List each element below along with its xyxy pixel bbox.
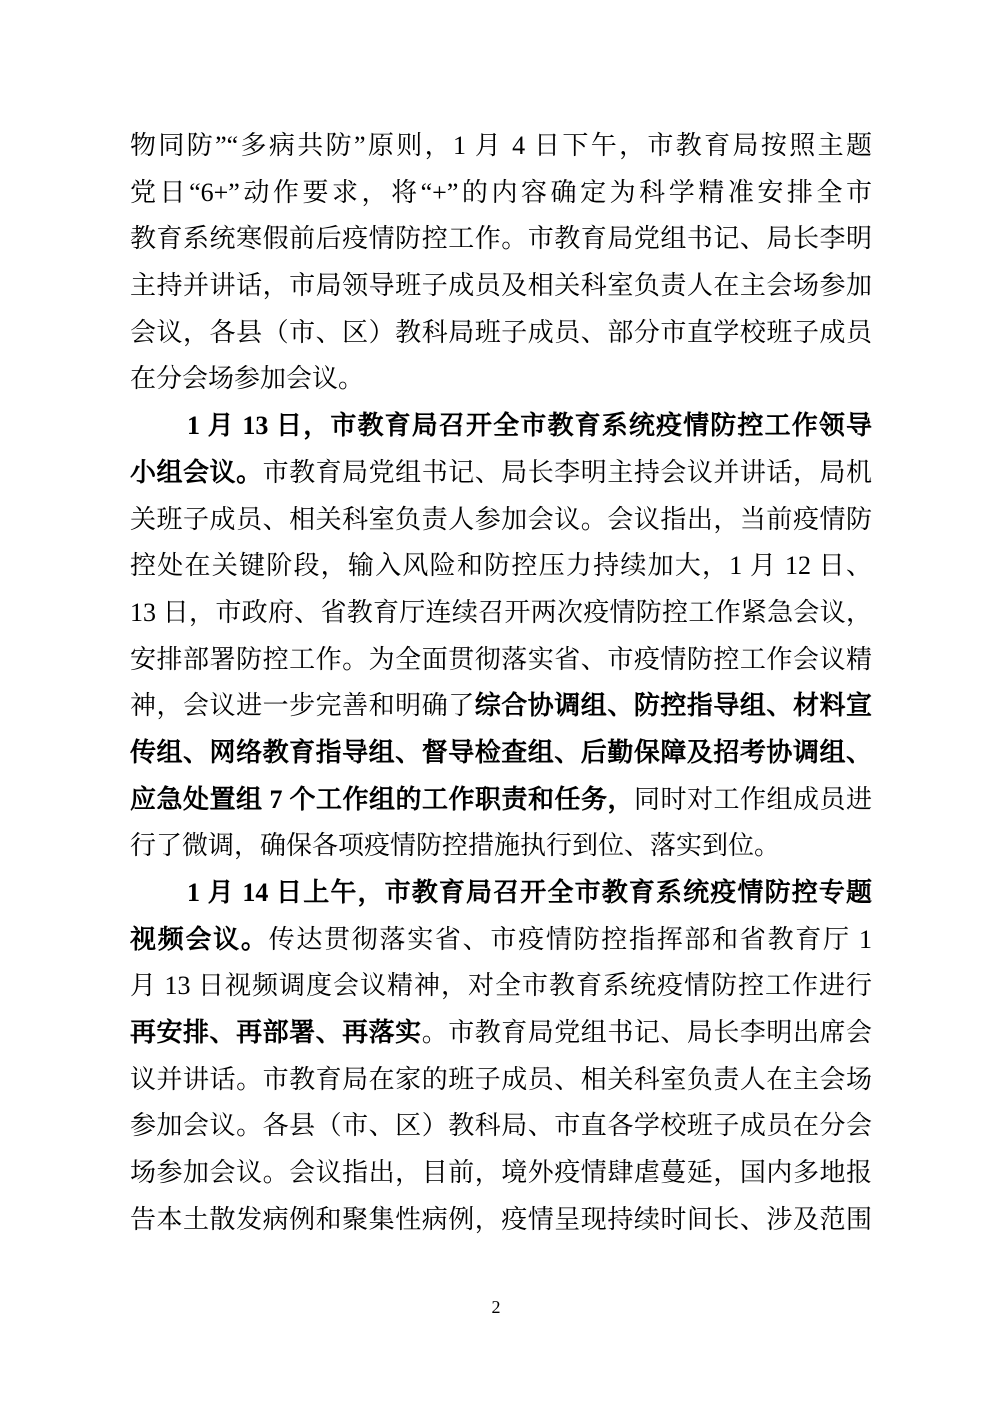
page-number: 2 [491,1297,501,1317]
paragraph [130,870,872,1244]
text-segment: 教育系统寒假前后疫情防控工作。市教育局党组书记、局长李明 [130,224,872,254]
text-segment: 主持并讲话，市局领导班子成员及相关科室负责人在主会场参加 [130,271,872,301]
text-segment: 告本土散发病例和聚集性病例，疫情呈现持续时间长、涉及范围 [130,1204,872,1234]
text-line [130,1150,872,1197]
text-line [130,216,872,263]
text-segment-bold: 1 月 13 日，市教育局召开全市教育系统疫情防控工作领导 [187,411,872,441]
text-line [130,1057,872,1104]
text-line [130,543,872,590]
text-line [130,590,872,637]
text-segment: 市教育局党组书记、局长李明主持会议并讲话，局机 [262,457,872,487]
text-line [130,403,872,450]
text-segment-bold: 小组会议。 [130,457,263,487]
text-line [130,123,872,170]
text-line [130,310,872,357]
text-line [130,637,872,684]
text-segment: 行了微调，确保各项疫情防控措施执行到位、落实到位。 [130,831,781,861]
text-line [130,683,872,730]
text-segment-bold: 再安排、再部署、再落实 [130,1018,422,1048]
text-line [130,170,872,217]
text-segment: 关班子成员、相关科室负责人参加会议。会议指出，当前疫情防 [130,504,872,534]
text-line [130,356,872,403]
text-line [130,1103,872,1150]
text-segment-bold: 应急处置组 7 个工作组的工作职责和任务， [130,784,634,814]
text-segment-bold: 传组、网络教育指导组、督导检查组、后勤保障及招考协调组、 [130,737,872,767]
text-segment-bold: 综合协调组、防控指导组、材料宣 [474,691,872,721]
text-segment: 场参加会议。会议指出，目前，境外疫情肆虐蔓延，国内多地报 [130,1158,872,1188]
text-segment: 会议，各县（市、区）教科局班子成员、部分市直学校班子成员 [130,317,872,347]
text-line [130,497,872,544]
text-segment: 。市教育局党组书记、局长李明出席会 [421,1018,872,1048]
text-segment: 党日“6+”动作要求，将“+”的内容确定为科学精准安排全市 [130,177,872,207]
text-line [130,870,872,917]
text-segment: 安排部署防控工作。为全面贯彻落实省、市疫情防控工作会议精 [130,644,872,674]
text-line [130,917,872,964]
text-line [130,450,872,497]
text-segment: 控处在关键阶段，输入风险和防控压力持续加大，1 月 12 日、 [130,551,872,581]
text-segment: 物同防”“多病共防”原则，1 月 4 日下午，市教育局按照主题 [130,131,872,160]
text-segment-bold: 视频会议。 [130,924,269,954]
text-line [130,730,872,777]
document-body [130,123,872,1244]
text-line [130,263,872,310]
text-segment: 神，会议进一步完善和明确了 [130,691,475,721]
text-line [130,963,872,1010]
text-segment: 在分会场参加会议。 [130,364,365,394]
text-line [130,1010,872,1057]
paragraph [130,123,872,403]
text-segment: 传达贯彻落实省、市疫情防控指挥部和省教育厅 1 [268,924,872,954]
text-segment-bold: 1 月 14 日上午，市教育局召开全市教育系统疫情防控专题 [187,878,872,907]
paragraph [130,403,872,870]
text-segment: 13 日，市政府、省教育厅连续召开两次疫情防控工作紧急会议， [130,597,872,627]
text-segment: 月 13 日视频调度会议精神，对全市教育系统疫情防控工作进行 [130,971,872,1001]
text-line [130,823,872,870]
text-segment: 议并讲话。市教育局在家的班子成员、相关科室负责人在主会场 [130,1064,872,1094]
text-line [130,1197,872,1244]
text-segment: 参加会议。各县（市、区）教科局、市直各学校班子成员在分会 [130,1111,872,1141]
text-line [130,777,872,824]
text-segment: 同时对工作组成员进 [633,784,872,814]
